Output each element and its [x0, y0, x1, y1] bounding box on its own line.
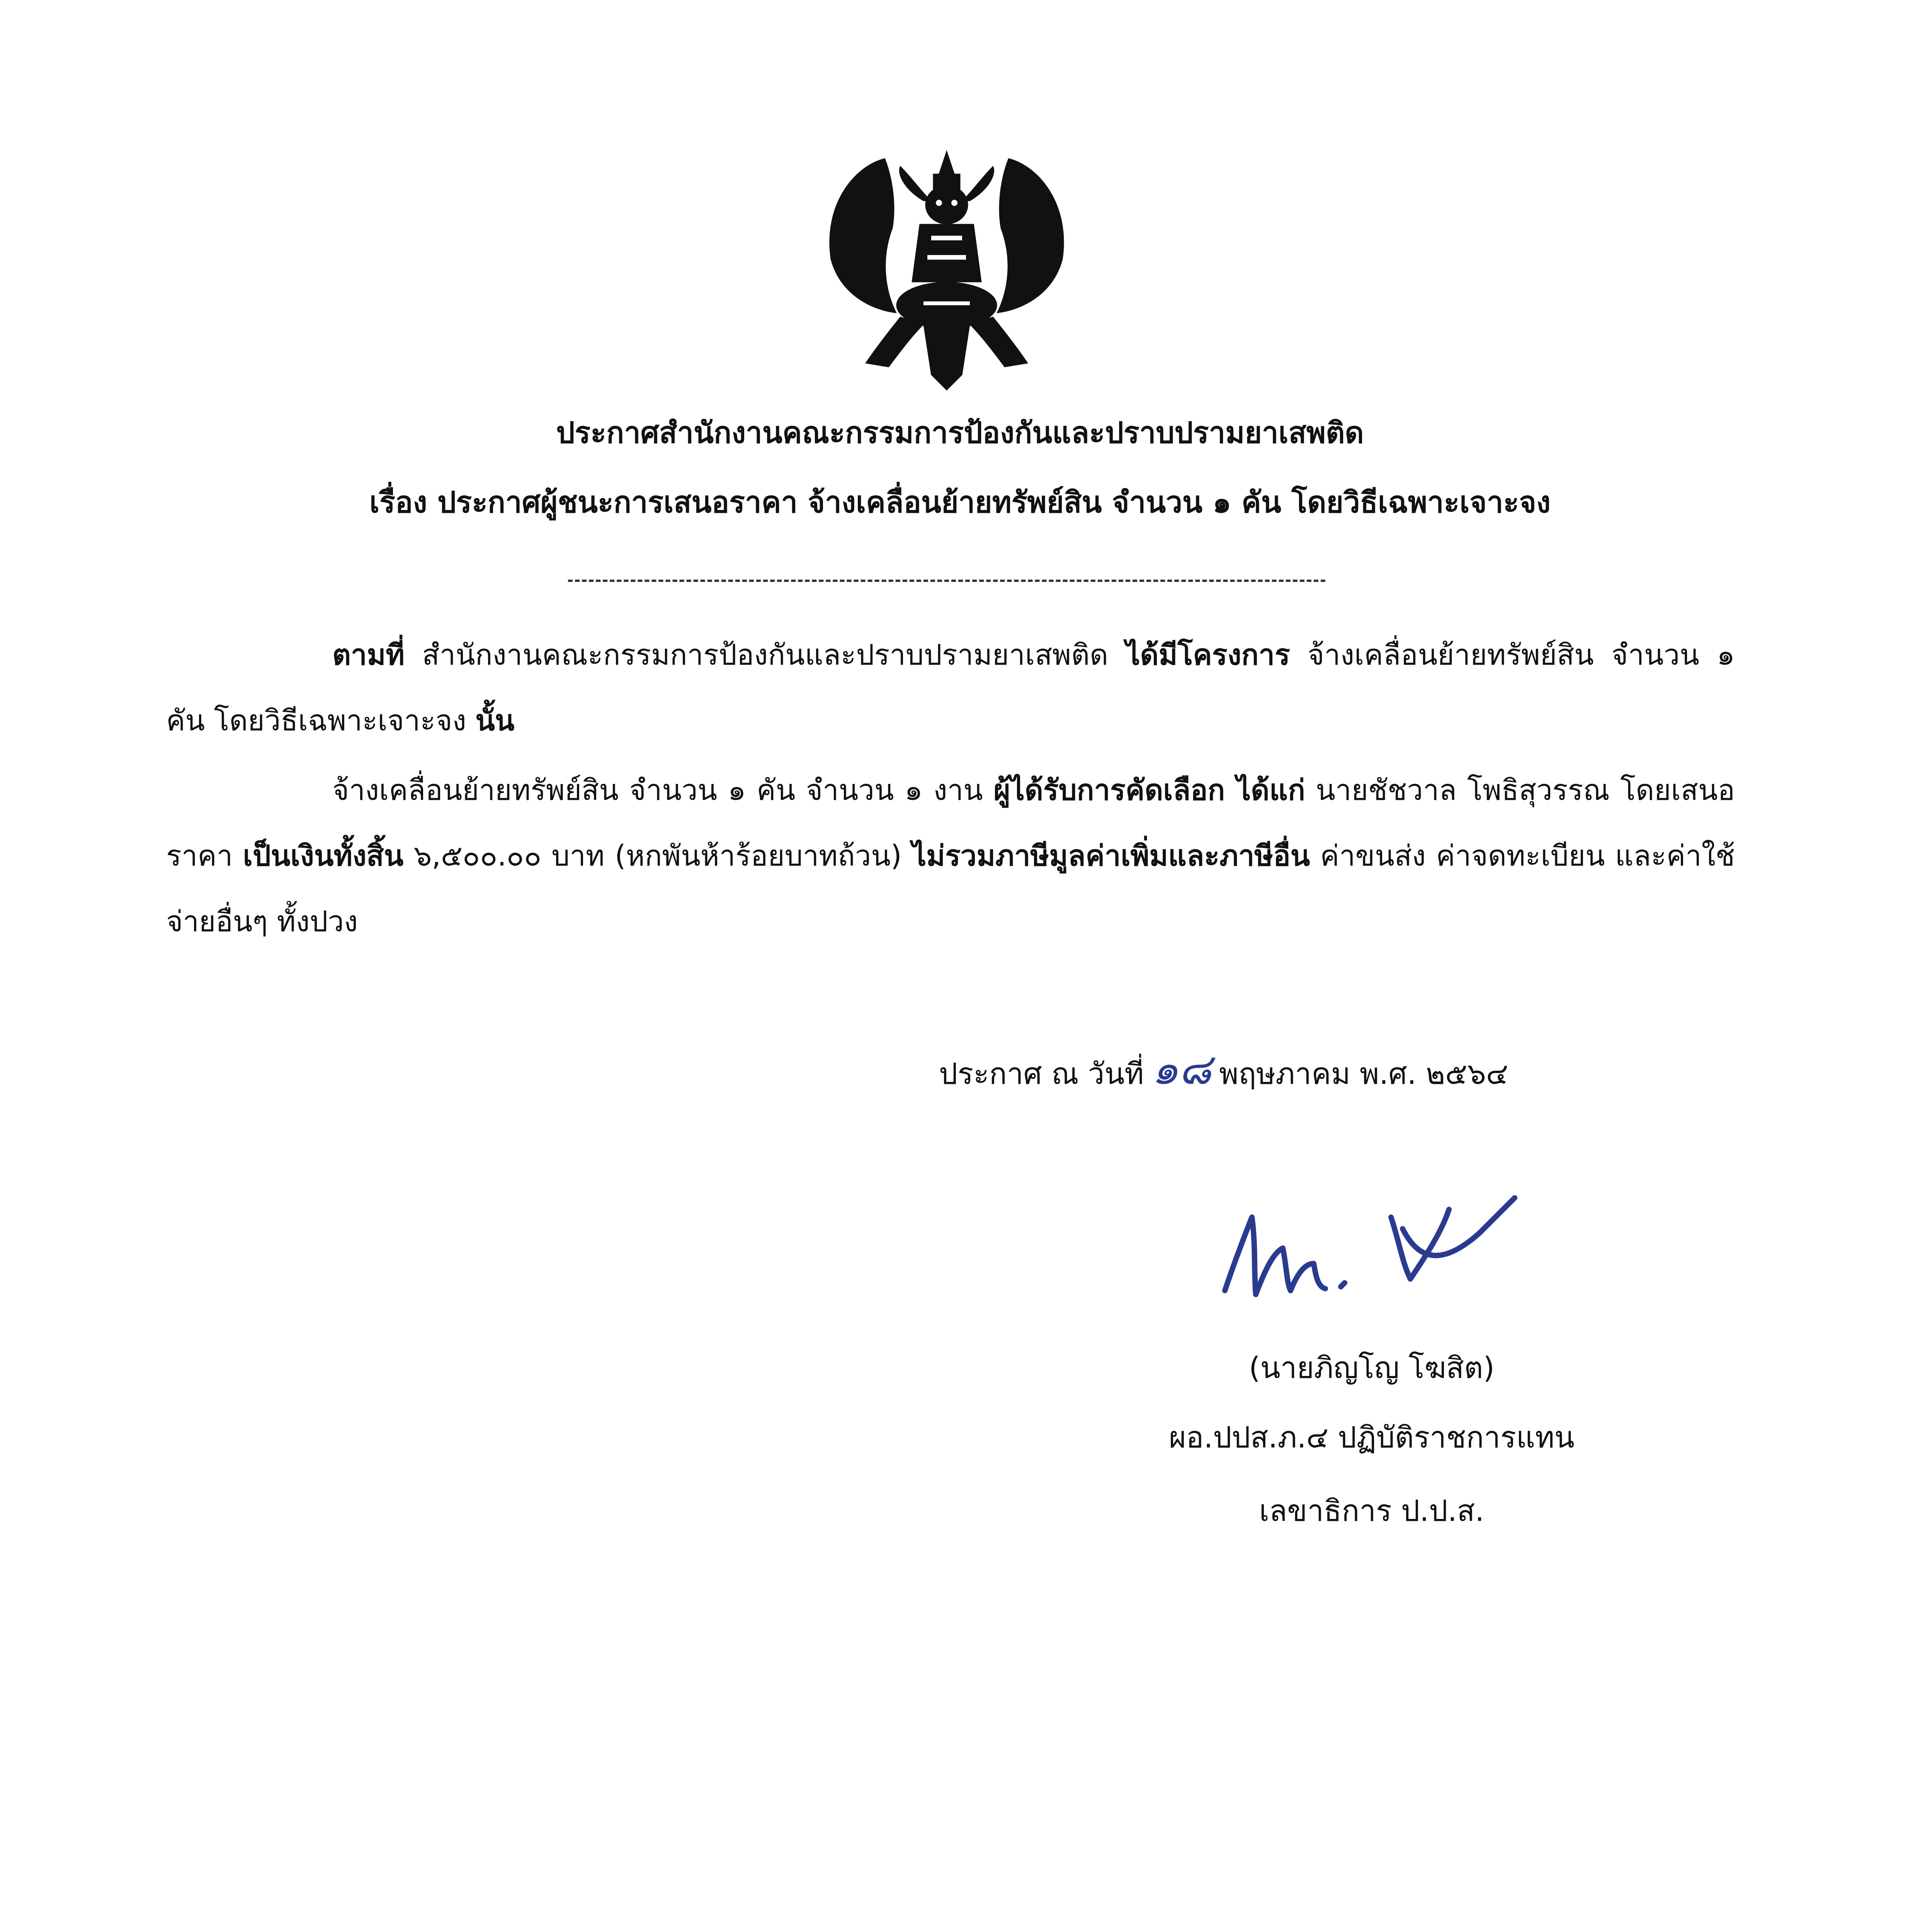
amount: ๖,๕๐๐.๐๐ บาท (หกพันห้าร้อยบาทถ้วน)	[403, 839, 912, 872]
project-name: จ้างเคลื่อนย้ายทรัพย์สิน จำนวน ๑ คัน โดยวิธีเฉพาะเจาะจง	[166, 638, 1735, 737]
got-label: ได้แก่	[1225, 774, 1305, 807]
project-label: ได้มีโครงการ	[1126, 638, 1290, 672]
announcement-date	[939, 1036, 1508, 1103]
tax-label: ไม่รวมภาษีมูลค่าเพิ่มและภาษีอื่น	[912, 839, 1310, 872]
announcement-subject: เรื่อง ประกาศผู้ชนะการเสนอราคา จ้างเคลื่อนย้ายทรัพย์สิน จำนวน ๑ คัน โดยวิธีเฉพาะเจาะจง	[369, 485, 1551, 519]
winner-name: นายชัชวาล โพธิสุวรรณ โดยเสนอราคา	[166, 774, 1735, 872]
handwritten-signature	[1209, 1175, 1526, 1321]
signatory-name: (นายภิญโญ โฆสิต)	[1248, 1350, 1495, 1385]
date-month-year: พฤษภาคม พ.ศ. ๒๕๖๔	[1219, 1056, 1508, 1091]
other-costs: ค่าขนส่ง ค่าจดทะเบียน และค่าใช้จ่ายอื่นๆ ทั้งปวง	[166, 839, 1735, 938]
signatory-position: ผอ.ปปส.ภ.๔ ปฏิบัติราชการแทน	[1169, 1420, 1575, 1454]
item-desc: จ้างเคลื่อนย้ายทรัพย์สิน จำนวน ๑ คัน จำนวน ๑ งาน	[332, 774, 994, 807]
announcement-title: ประกาศสำนักงานคณะกรรมการป้องกันและปราบปรามยาเสพติด	[556, 415, 1364, 450]
divider	[568, 580, 1325, 582]
org-name: สำนักงานคณะกรรมการป้องกันและปราบปรามยาเสพติด	[405, 638, 1126, 672]
date-day: ๑๘	[1151, 1044, 1212, 1094]
garuda-emblem-icon	[808, 143, 1086, 394]
paragraph-project	[166, 622, 1735, 753]
total-label: เป็นเงินทั้งสิ้น	[243, 839, 404, 872]
date-prefix: ประกาศ ณ วันที่	[939, 1056, 1144, 1091]
winner-label: ผู้ได้รับการคัดเลือก	[993, 774, 1225, 807]
lead-word: ตามที่	[332, 638, 405, 672]
signatory-role: เลขาธิการ ป.ป.ส.	[1259, 1493, 1485, 1528]
paragraph-winner	[166, 757, 1735, 954]
paragraph-tail: นั้น	[475, 704, 515, 737]
